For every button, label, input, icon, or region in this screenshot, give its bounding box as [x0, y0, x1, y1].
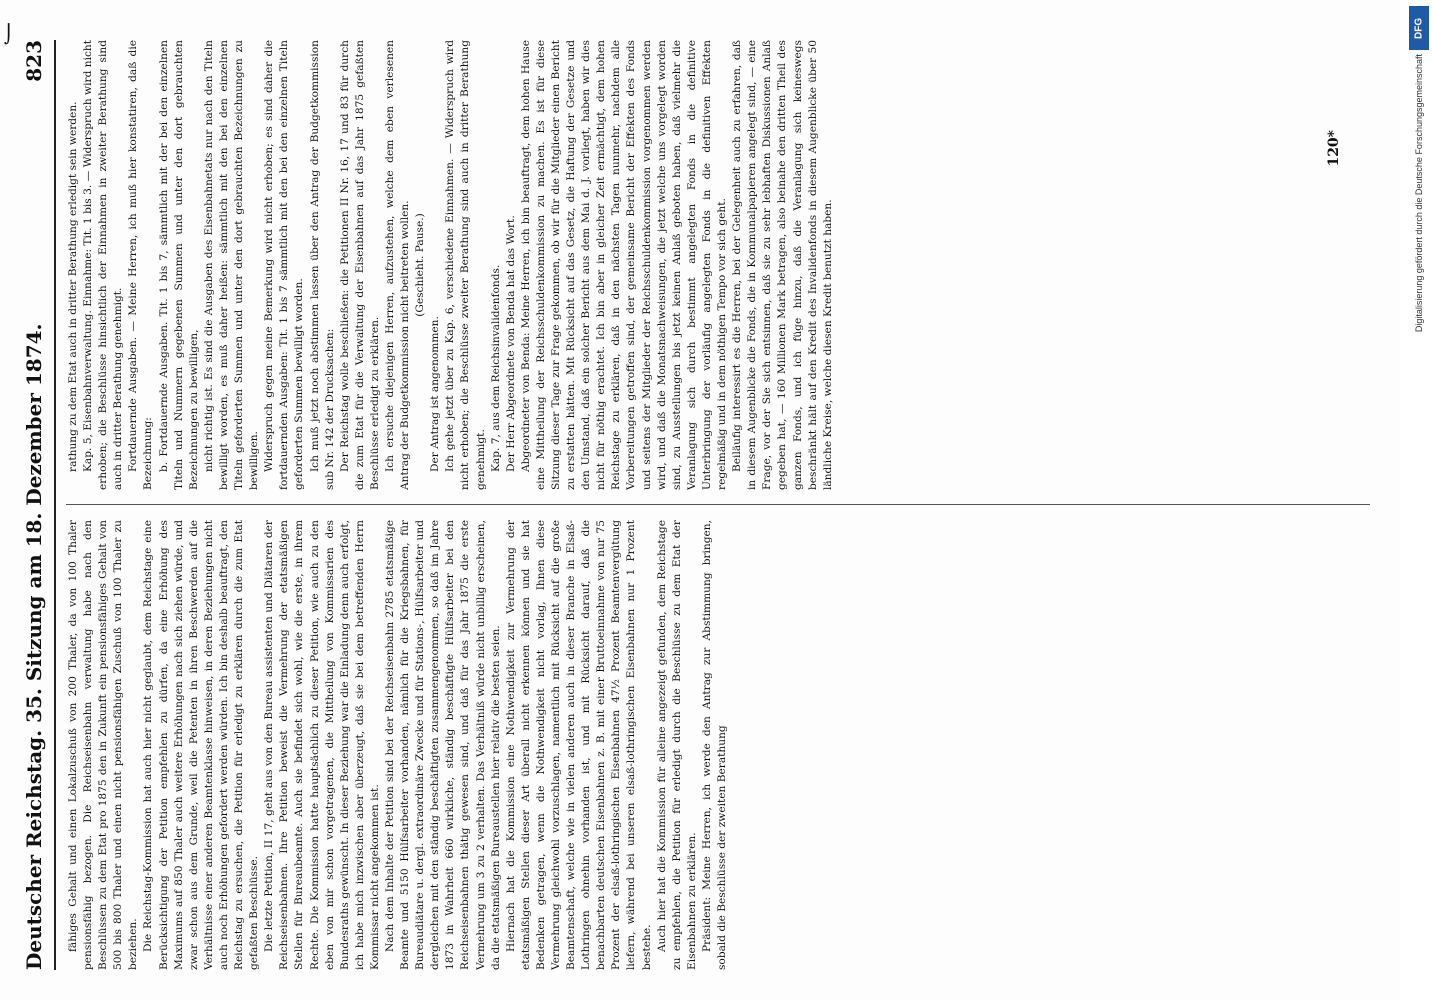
paragraph: fähiges Gehalt und einen Lokalzuschuß von 200 Thaler, da von 100 Thaler pensionsfähig bezogen. Die Reichseisenbahn verwaltung habe nach den Beschlüssen zu dem Etat pro 1875 den in Zukunft ein pensionsfähiges Gehalt von 500 bis 800 Thaler und einen nicht pensionsfähigen Zuschuß von 100 Thaler zu beziehen.: [67, 520, 140, 970]
paragraph: Ich ersuche diejenigen Herren, aufzustehen, welche dem eben verlesenen Antrag der Budgetkommission nicht beitreten wollen.: [383, 40, 412, 490]
paragraph: Präsident: Meine Herren, ich werde den Antrag zur Abstimmung bringen, sobald die Beschlüsse der zweiten Berathung: [700, 520, 729, 970]
paragraph: Der Herr Abgeordnete von Benda hat das Wort.: [504, 215, 517, 472]
paragraph: rathung zu dem Etat auch in dritter Berathung erledigt sein werden.: [67, 101, 79, 472]
paragraph: b. Fortdauernde Ausgaben. Tit. 1 bis 7, sämmtlich mit der bei den einzelnen Titeln und Nummern gegebenen Summen und unter den dort gebrauchten Bezeichnungen zu bewilligen,: [157, 40, 200, 490]
page-number: 823: [22, 40, 46, 82]
running-title: Deutscher Reichstag. 35. Sitzung am 18. Dezember 1874.: [22, 323, 46, 970]
paragraph: Beiläufig interessirt es die Herren, bei der Gelegenheit auch zu erfahren, daß in diesem Augenblicke die Fonds, die in Kommunalpapieren angelegt sind, — eine Frage, vor der Sie sich entsinnen, daß sie zu sehr lebhaften Diskussionen Anlaß gegeben hat, — 160 Millionen Mark betragen, also beinahe den dritten Theil des ganzen Fonds, und ich füge hinzu, daß die Veranlagung sich keineswegs beschränkt hält auf den Kredit des Invalidenfonds in diesem Augenblicke über 50 ländliche Kreise, welche diesen Kredit benutzt haben.: [731, 40, 834, 490]
paragraph: Die letzte Petition, II 17, geht aus von den Bureau assistenten und Diätaren der Reichseisenbahnen. Ihre Petition beweist die Vermehrung der etatsmäßigen Stellen für Bureaubeamte. Auch sie befindet sich wohl, wie die erste, in ihrem Rechte. Die Kommission hatte hauptsächlich zu dieser Petition, wie auch zu den eben von mir schon vorgetragenen, die Mittheilung von Kommissarien des Bundesraths gewünscht. In dieser Beziehung war die Einladung denn auch erfolgt, ich habe mich inzwischen aber überzeugt, daß sie bei dem betreffenden Herrn Kommissar nicht angekommen ist.: [263, 520, 381, 970]
text-column-right: [66, 40, 1370, 490]
sheet-signature: 120*: [1326, 130, 1342, 167]
paragraph: Der Antrag ist angenommen.: [429, 316, 442, 472]
paragraph: Ich gehe jetzt über zu Kap. 6, verschiedene Einnahmen. — Widerspruch wird nicht erhoben; die Beschlüsse zweiter Berathung sind auch in dritter Berathung genehmigt.: [444, 40, 487, 490]
paragraph: Kap. 7, aus dem Reichsinvalidenfonds.: [489, 264, 502, 472]
paragraph: nicht richtig ist. Es sind die Ausgaben des Eisenbahnetats nur nach den Titeln bewilligt worden, es muß daher heißen: sämmtlich mit den bei den einzelnen Titeln geforderten Summen und unter den dort gebrauchten Bezeichnungen zu bewilligen.: [202, 40, 261, 490]
paragraph: Ich muß jetzt noch abstimmen lassen über den Antrag der Budgetkommission sub Nr. 142 der Drucksachen:: [308, 40, 336, 490]
stage-direction: (Geschieht. Pause.): [414, 213, 427, 317]
page-header: [14, 40, 56, 970]
scan-edge-mark: ⌡: [4, 24, 14, 45]
paragraph: Kap. 5, Eisenbahnverwaltung. Einnahme: Tit. 1 bis 3. — Widerspruch wird nicht erhoben; die Beschlüsse hinsichtlich der Einnahmen in zweiter Berathung sind auch in dritter Berathung genehmigt.: [82, 40, 125, 490]
watermark-text: Digitalisierung gefördert durch die Deutsche Forschungsgemeinschaft: [1414, 54, 1424, 333]
paragraph: Fortdauernde Ausgaben. — Meine Herren, ich muß hier konstatiren, daß die Bezeichnung:: [127, 40, 155, 490]
paragraph: Nach dem Inhalte der Petition sind bei der Reichseisenbahn 2785 etatsmäßige Beamte und 5150 Hülfsarbeiter vorhanden, nämlich für die Kriegsbahnen, für Bureaudiätare u. dergl. extraordinäre Zwecke und für Stations-, Hülfsarbeiter und dergleichen mit den ständig beschäftigten zusammengenommen, so daß im Jahre 1873 in Wahrheit 660 wirkliche, ständig beschäftigte Hülfsarbeiter bei den Reichseisenbahnen thätig gewesen sind, und daß für das Jahr 1875 die erste Vermehrung um 3 zu 2 verhalten. Das Verhältniß würde nicht unbillig erscheinen, da die etatsmäßigen Bureaustellen hier relativ die besten seien.: [383, 520, 502, 970]
text-column-left: [66, 520, 1370, 970]
paragraph: Hiernach hat die Kommission eine Nothwendigkeit zur Vermehrung der etatsmäßigen Stellen dieser Art überall nicht erkennen können und sie hat Bedenken getragen, wenn die Nothwendigkeit nicht vorlag, Ihnen diese Vermehrung gleichwohl vorzuschlagen, namentlich mit Rücksicht auf die große Beamtenschaft, welche wie in vielen anderen auch in dieser Branche in Elsaß-Lothringen ohnehin vorhanden ist, und mit Rücksicht darauf, daß die benachbarten deutschen Eisenbahnen z. B. mit einer Bruttoeinnahme von nur 75 Prozent der elsaß-lothringischen Eisenbahnen 47½ Prozent Beamtenvergütung liefern, während bei unseren elsaß-lothringischen Eisenbahnen nur 1 Prozent bestehe.: [504, 520, 653, 970]
column-divider: [66, 504, 1370, 505]
digitization-watermark: [1408, 6, 1430, 996]
paragraph: Der Reichstag wolle beschließen: die Petitionen II Nr. 16, 17 und 83 für durch die zum Etat für die Verwaltung der Eisenbahnen auf das Jahr 1875 gefaßten Beschlüsse erledigt zu erklären.: [338, 40, 381, 490]
paragraph: Die Reichstag-Kommission hat auch hier nicht geglaubt, dem Reichstage eine Berücksichtigung der Petition empfehlen zu dürfen, da eine Erhöhung des Maximums auf 850 Thaler auch weitere Erhöhungen nach sich ziehen würde, und zwar schon aus dem Grunde, weil die Petenten in ihren Beschwerden auf die Verhältnisse einer anderen Beamtenklasse hinweisen, in deren Beziehungen nicht auch noch Erhöhungen gefordert werden würden. Ich bin deshalb beauftragt, den Reichstag zu ersuchen, die Petition für erledigt zu erklären durch die zum Etat gefaßten Beschlüsse.: [142, 520, 261, 970]
paragraph: Auch hier hat die Kommission für alleine angezeigt gefunden, dem Reichstage zu empfehlen, die Petition für erledigt durch die Beschlüsse zu dem Etat der Eisenbahnen zu erklären.: [655, 520, 698, 970]
dfg-logo-icon: DFG: [1409, 6, 1429, 50]
paragraph: Widerspruch gegen meine Bemerkung wird nicht erhoben; es sind daher die fortdauernden Ausgaben: Tit. 1 bis 7 sämmtlich mit den bei den einzelnen Titeln geforderten Summen bewilligt worden.: [263, 40, 306, 490]
paragraph: Abgeordneter von Benda: Meine Herren, ich bin beauftragt, dem hohen Hause eine Mittheilung der Reichsschuldenkommission zu machen. Es ist für diese Sitzung dieser Tage zur Frage gekommen, ob wir für die Mitglieder einen Bericht zu erstatten hätten. Mit Rücksicht auf das Gesetz, die Haftung der Gesetze und den Umstand, daß ein solcher Bericht aus dem Mai d. J. vorliegt, haben wir dies nicht für nöthig erachtet. Ich bin aber in gleicher Zeit ermächtigt, dem hohen Reichstage zu erklären, daß in den nächsten Tagen nunmehr, nachdem alle Vorbereitungen getroffen sind, der gemeinsame Bericht der Effekten des Fonds und seitens der Mitglieder der Reichsschuldenkommission vorgenommen werden wird, und daß die Monatsnachweisungen, die jetzt welche uns vorgelegt worden sind, zu Ausstellungen bis jetzt keinen Anlaß geboten haben, daß vielmehr die Veranlagung sich durch bestimmt angelegten Fonds in die definitive Unterbringung der vorläufig angelegten Fonds in die definitiven Effekten regelmäßig und in dem nöthigen Tempo vor sich geht.: [519, 40, 729, 490]
